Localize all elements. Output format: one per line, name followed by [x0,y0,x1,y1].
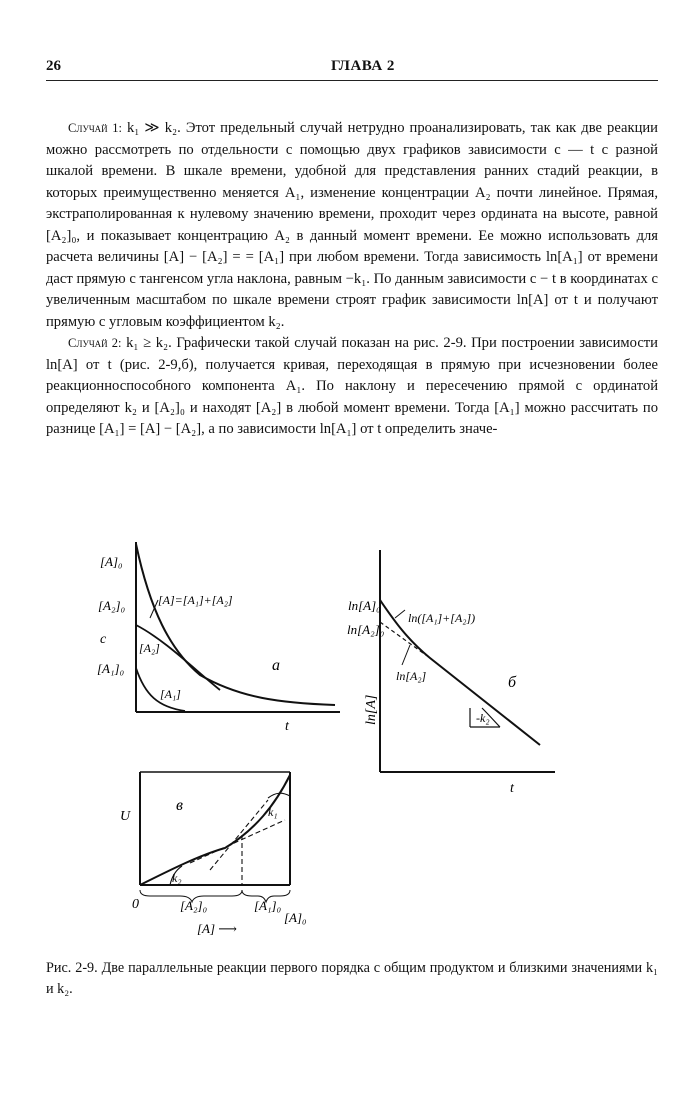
panel-a-tick-a0: [A]₀ [100,554,123,569]
chapter-title: ГЛАВА 2 [331,58,395,74]
panel-b-pointer-a2 [402,645,410,665]
page-header [46,58,658,80]
case-2-text: k₁ ≥ k₂. Графически такой случай показан на рис. 2-9. При построении зависимости ln[A] от t (рис. 2-9,б), получается кривая, переходящая в прямую при исчезновении более реакционноспособного компонента A₁. По наклону и пересечению прямой с ординатой определяют k₂ и [A₂]₀ и находят [A₂] в любой момент времени. Тогда [A₁] можно рассчитать по разнице [A₁] = [A] − [A₂], а по зависимости ln[A₁] от t определить значе- [46,335,658,437]
panel-v [120,772,307,936]
case-1-lead: Случай 1: [68,121,122,135]
panel-a-curve-total [136,544,335,705]
panel-v-tick-a10: [A₁]₀ [254,898,282,913]
panel-b-extrapolation [380,622,430,658]
figure-caption: Рис. 2-9. Две параллельные реакции первого порядка с общим продуктом и близкими значениями k₁ и k₂. [46,960,658,997]
panel-b-tick-lna0: ln[A]₀ [348,598,381,613]
panel-v-letter: в [176,797,183,814]
panel-v-tangent-1 [190,820,285,863]
panel-a-curve-a2 [136,625,220,690]
panel-b-letter: б [508,674,517,691]
panel-a-letter: а [272,657,280,674]
panel-v-tangent-2 [210,800,268,870]
panel-v-x-label: [A] ⟶ [197,921,237,936]
panel-v-tick-a20: [A₂]₀ [180,898,208,913]
paragraph-case-1 [46,118,658,333]
panel-a-tick-a10: [A₁]₀ [97,661,125,676]
figure-2-9 [0,530,699,950]
panel-a-tick-a20: [A₂]₀ [98,598,126,613]
panel-v-tick-a0: [A]₀ [284,910,307,925]
panel-a-curve-a1-label: [A₁] [160,687,181,701]
panel-a-curve-total-label: [A]=[A₁]+[A₂] [158,593,233,607]
panel-a-y-label: c [100,632,107,647]
body-text [46,118,658,441]
panel-b-curve-a2-label: ln[A₂] [396,669,427,683]
panel-b-y-label: ln[A] [364,694,379,725]
panel-v-angle-k2-label: k₂ [172,871,182,885]
panel-b-curve-total-label: ln([A₁]+[A₂]) [408,611,476,625]
panel-v-angle-k1-label: k₁ [268,805,278,819]
case-2-lead: Случай 2: [68,336,122,350]
panel-b [347,550,555,796]
panel-a-x-label: t [285,719,289,734]
panel-b-slope-label: -k₂ [476,711,490,725]
page-number: 26 [46,58,61,74]
panel-b-x-label: t [510,781,514,796]
panel-a [97,542,340,734]
panel-v-origin-label: 0 [132,897,139,912]
panel-b-pointer-total [395,610,405,618]
panel-v-curve [140,775,290,885]
panel-v-y-label: U [120,809,131,824]
paragraph-case-2 [46,333,658,441]
header-rule [46,80,658,81]
panel-b-tick-lna20: ln[A₂]₀ [347,622,385,637]
case-1-text: k₁ ≫ k₂. Этот предельный случай нетрудно проанализировать, так как две реакции можно рассмотреть по отдельности с помощью двух графиков зависимости c — t с разной шкалой времени. В шкале времени, удобной для представления ранних стадий реакции, в которых преимущественно меняется A₁, изменение концентрации A₂ почти линейное. Прямая, экстраполированная к нулевому значению времени, проходит через ордината на высоте, равной [A₂]₀, и показывает концентрацию A₂ в данный момент времени. Ее можно использовать для расчета величины [A] − [A₂] = = [A₁] при любом времени. Тогда зависимость ln[A₁] от времени даст прямую с тангенсом угла наклона, равным −k₁. По данным зависимости c − t в координатах с увеличенным масштабом по шкале времени строят график зависимости ln[A] от t и получают прямую с угловым коэффициентом k₂. [46,120,658,330]
panel-a-curve-a2-label: [A₂] [139,641,160,655]
